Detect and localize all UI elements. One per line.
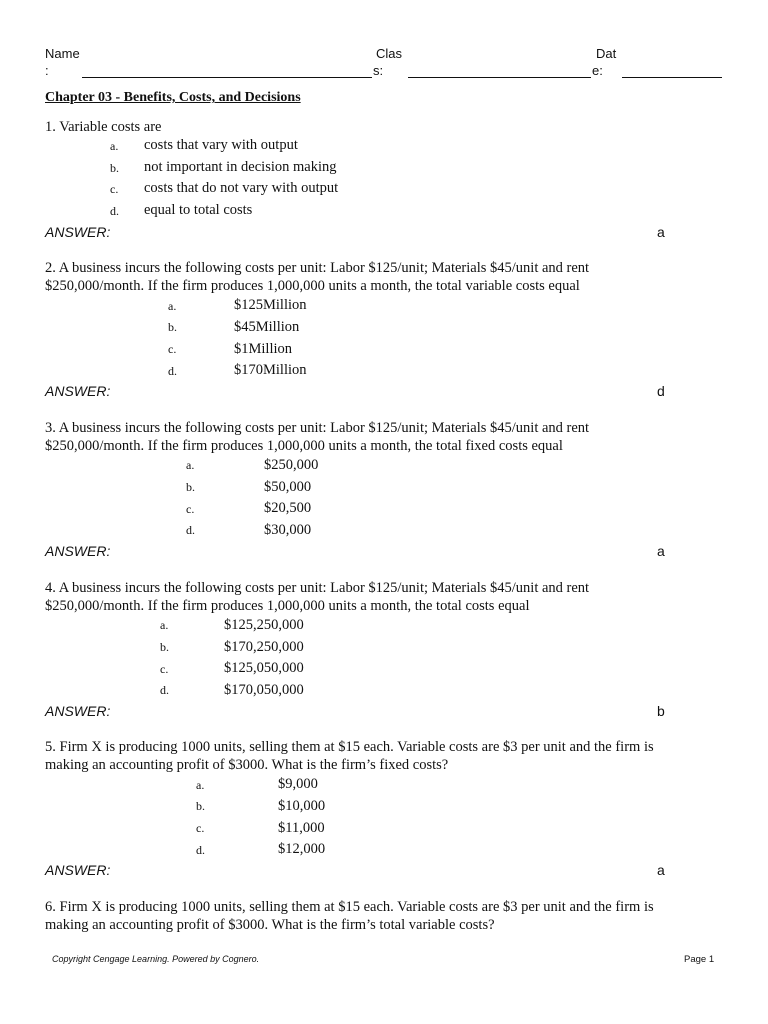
option-text: costs that vary with output [144, 137, 298, 153]
answer-label: ANSWER: [45, 543, 111, 559]
answer-value: a [657, 224, 665, 240]
class-field[interactable] [408, 77, 591, 78]
question-stem: $250,000/month. If the firm produces 1,000,000 units a month, the total costs equal [45, 598, 530, 614]
question-stem: 5. Firm X is producing 1000 units, selling them at $15 each. Variable costs are $3 per unit and the firm is [45, 739, 654, 755]
date-field[interactable] [622, 77, 722, 78]
option-letter: a. [160, 618, 169, 632]
option-letter: c. [168, 342, 177, 356]
chapter-title: Chapter 03 - Benefits, Costs, and Decisions [45, 90, 301, 105]
option-text: $170,050,000 [224, 682, 304, 698]
option-text: not important in decision making [144, 159, 337, 175]
question-stem: $250,000/month. If the firm produces 1,000,000 units a month, the total fixed costs equal [45, 438, 563, 454]
question-stem: 3. A business incurs the following costs per unit: Labor $125/unit; Materials $45/unit and rent [45, 420, 590, 436]
option-letter: d. [168, 364, 177, 378]
option-text: $45Million [234, 319, 300, 335]
option-text: $12,000 [278, 841, 326, 857]
answer-value: a [657, 543, 665, 559]
option-letter: d. [160, 683, 169, 697]
date-label: Dat [596, 46, 617, 61]
name-label: Name [45, 46, 80, 61]
option-letter: b. [160, 640, 169, 654]
page-number: Page 1 [684, 954, 715, 965]
option-text: $1Million [234, 341, 293, 357]
option-letter: d. [186, 523, 195, 537]
option-text: costs that do not vary with output [144, 180, 339, 196]
answer-label: ANSWER: [45, 383, 111, 399]
option-letter: b. [110, 161, 119, 175]
option-letter: b. [196, 799, 205, 813]
question-stem: 6. Firm X is producing 1000 units, selling them at $15 each. Variable costs are $3 per unit and the firm is [45, 899, 654, 915]
name-colon: : [45, 63, 49, 78]
option-text: $11,000 [278, 820, 325, 836]
class-suffix: s: [373, 63, 384, 78]
option-text: $250,000 [264, 457, 319, 473]
question-stem: $250,000/month. If the firm produces 1,000,000 units a month, the total variable costs equal [45, 278, 580, 294]
option-letter: a. [110, 139, 119, 153]
option-letter: d. [110, 204, 119, 218]
option-letter: a. [186, 458, 195, 472]
answer-value: a [657, 862, 665, 878]
option-letter: c. [186, 502, 195, 516]
option-text: $10,000 [278, 798, 326, 814]
date-suffix: e: [592, 63, 603, 78]
option-text: $20,500 [264, 500, 312, 516]
option-letter: a. [168, 299, 177, 313]
option-letter: c. [160, 662, 169, 676]
option-letter: c. [196, 821, 205, 835]
answer-label: ANSWER: [45, 862, 111, 878]
option-letter: a. [196, 778, 205, 792]
option-text: $50,000 [264, 479, 312, 495]
option-text: $125,050,000 [224, 660, 304, 676]
option-letter: b. [186, 480, 195, 494]
answer-label: ANSWER: [45, 703, 111, 719]
option-text: equal to total costs [144, 202, 253, 218]
question-stem: 1. Variable costs are [45, 119, 162, 135]
option-text: $30,000 [264, 522, 312, 538]
question-stem: making an accounting profit of $3000. What is the firm’s total variable costs? [45, 917, 495, 933]
copyright-notice: Copyright Cengage Learning. Powered by Cognero. [52, 954, 260, 964]
question-stem: 2. A business incurs the following costs per unit: Labor $125/unit; Materials $45/unit and rent [45, 260, 590, 276]
option-text: $125,250,000 [224, 617, 304, 633]
option-text: $170Million [234, 362, 307, 378]
name-field[interactable] [82, 77, 372, 78]
option-letter: b. [168, 320, 177, 334]
option-text: $9,000 [278, 776, 318, 792]
question-stem: 4. A business incurs the following costs per unit: Labor $125/unit; Materials $45/unit and rent [45, 580, 590, 596]
option-text: $170,250,000 [224, 639, 304, 655]
answer-label: ANSWER: [45, 224, 111, 240]
option-text: $125Million [234, 297, 307, 313]
class-label: Clas [376, 46, 403, 61]
answer-value: d [657, 383, 665, 399]
option-letter: d. [196, 843, 205, 857]
question-stem: making an accounting profit of $3000. What is the firm’s fixed costs? [45, 757, 449, 773]
answer-value: b [657, 703, 665, 719]
option-letter: c. [110, 182, 119, 196]
